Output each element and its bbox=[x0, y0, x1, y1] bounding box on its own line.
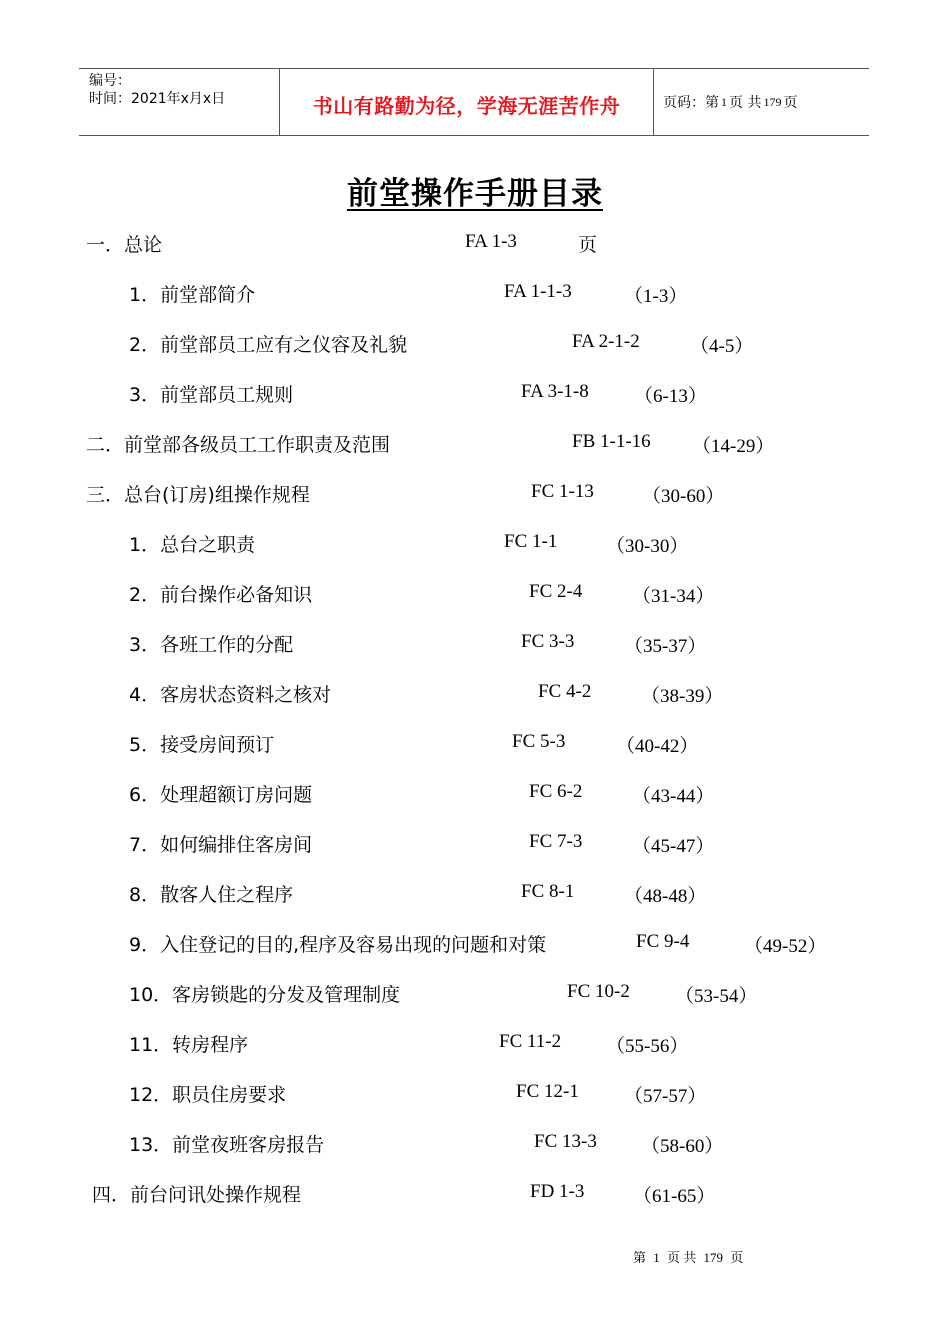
header-motto-cell bbox=[280, 69, 654, 135]
page-number: 1 bbox=[721, 94, 727, 109]
toc-entry-title: 三．总台(订房)组操作规程 bbox=[86, 484, 310, 506]
toc-entry-pages: （57-57） bbox=[624, 1086, 707, 1107]
toc-entry bbox=[0, 330, 950, 360]
toc-entry-code: FA 3-1-8 bbox=[521, 381, 589, 402]
toc-entry-code: FC 3-3 bbox=[521, 631, 575, 652]
toc-entry bbox=[0, 230, 950, 260]
footer-suffix: 页 bbox=[730, 1250, 744, 1265]
toc-entry bbox=[0, 480, 950, 510]
toc-entry bbox=[0, 1080, 950, 1110]
header-page-cell bbox=[654, 69, 869, 135]
toc-entry bbox=[0, 530, 950, 560]
toc-entry-title: 11．转房程序 bbox=[129, 1034, 249, 1056]
toc-entry-pages: 页 bbox=[578, 234, 598, 256]
toc-entry-pages: （31-34） bbox=[632, 586, 715, 607]
toc-entry-code: FC 8-1 bbox=[521, 881, 575, 902]
document-title-text: 前堂操作手册目录 bbox=[347, 176, 603, 212]
toc-entry-title: 一．总论 bbox=[86, 234, 163, 256]
toc-entry-title: 3．前堂部员工规则 bbox=[129, 384, 294, 406]
toc-entry bbox=[0, 980, 950, 1010]
toc-entry-title: 2．前堂部员工应有之仪容及礼貌 bbox=[129, 334, 408, 356]
toc-entry-pages: （40-42） bbox=[616, 736, 699, 757]
toc-entry-code: FC 4-2 bbox=[538, 681, 592, 702]
toc-entry-title: 5．接受房间预订 bbox=[129, 734, 275, 756]
toc-entry-code: FC 9-4 bbox=[636, 931, 690, 952]
toc-entry-pages: （30-30） bbox=[606, 536, 689, 557]
toc-entry-code: FA 1-1-3 bbox=[504, 281, 572, 302]
toc-entry-pages: （43-44） bbox=[632, 786, 715, 807]
toc-entry bbox=[0, 830, 950, 860]
toc-entry-code: FC 2-4 bbox=[529, 581, 583, 602]
toc-entry-pages: （58-60） bbox=[641, 1136, 724, 1157]
toc-entry bbox=[0, 1030, 950, 1060]
toc-entry bbox=[0, 630, 950, 660]
toc-entry-title: 1．总台之职责 bbox=[129, 534, 256, 556]
toc-entry-pages: （53-54） bbox=[675, 986, 758, 1007]
toc-entry-code: FC 7-3 bbox=[529, 831, 583, 852]
toc-entry-title: 13．前堂夜班客房报告 bbox=[129, 1134, 325, 1156]
toc-entry-code: FC 13-3 bbox=[534, 1131, 597, 1152]
toc-entry bbox=[0, 430, 950, 460]
page-mid: 页 共 bbox=[729, 95, 762, 111]
footer-page-number: 1 bbox=[653, 1250, 660, 1265]
toc-entry-pages: （1-3） bbox=[624, 286, 688, 307]
toc-entry-code: FC 12-1 bbox=[516, 1081, 579, 1102]
toc-entry-pages: （38-39） bbox=[641, 686, 724, 707]
header-table bbox=[79, 68, 869, 136]
toc-entry bbox=[0, 380, 950, 410]
document-title bbox=[0, 168, 950, 213]
toc-entry-title: 8．散客人住之程序 bbox=[129, 884, 294, 906]
toc-entry-title: 7．如何编排住客房间 bbox=[129, 834, 313, 856]
toc-entry bbox=[0, 730, 950, 760]
toc-entry-code: FC 11-2 bbox=[499, 1031, 562, 1052]
page-total: 179 bbox=[763, 94, 782, 109]
header-meta-cell bbox=[79, 69, 280, 135]
toc-entry bbox=[0, 1180, 950, 1210]
toc-entry-title: 6．处理超额订房问题 bbox=[129, 784, 313, 806]
toc-entry bbox=[0, 930, 950, 960]
toc-entry-title: 10．客房锁匙的分发及管理制度 bbox=[129, 984, 401, 1006]
toc-entry-title: 1．前堂部简介 bbox=[129, 284, 256, 306]
toc-entry-title: 二．前堂部各级员工工作职责及范围 bbox=[86, 434, 391, 456]
toc-entry-code: FC 6-2 bbox=[529, 781, 583, 802]
footer-prefix: 第 bbox=[633, 1250, 647, 1265]
toc-entry bbox=[0, 280, 950, 310]
toc-entry-pages: （49-52） bbox=[744, 936, 827, 957]
number-label: 编号： bbox=[89, 73, 131, 89]
toc-entry bbox=[0, 1130, 950, 1160]
toc-entry-code: FA 1-3 bbox=[465, 231, 517, 252]
toc-entry-pages: （61-65） bbox=[633, 1186, 716, 1207]
toc-entry-title: 4．客房状态资料之核对 bbox=[129, 684, 332, 706]
toc-entry-code: FA 2-1-2 bbox=[572, 331, 640, 352]
toc-entry-title: 9．入住登记的目的,程序及容易出现的问题和对策 bbox=[129, 934, 547, 956]
date-label: 时间：2021年x月x日 bbox=[89, 91, 226, 107]
toc-entry-pages: （4-5） bbox=[690, 336, 754, 357]
toc-entry-title: 3．各班工作的分配 bbox=[129, 634, 294, 656]
page-footer bbox=[633, 1247, 747, 1266]
footer-page-total: 179 bbox=[703, 1250, 724, 1265]
toc-entry-pages: （6-13） bbox=[634, 386, 707, 407]
toc-entry-pages: （14-29） bbox=[692, 436, 775, 457]
toc-entry-code: FC 10-2 bbox=[567, 981, 630, 1002]
toc-entry-code: FB 1-1-16 bbox=[572, 431, 651, 452]
toc-entry-pages: （30-60） bbox=[642, 486, 725, 507]
toc-entry bbox=[0, 780, 950, 810]
toc-entry-code: FD 1-3 bbox=[530, 1181, 585, 1202]
page-suffix: 页 bbox=[783, 95, 798, 111]
toc-entry-code: FC 1-13 bbox=[531, 481, 594, 502]
toc-entry bbox=[0, 680, 950, 710]
toc-entry-title: 四．前台问讯处操作规程 bbox=[92, 1184, 302, 1206]
page-prefix: 页码：第 bbox=[663, 95, 719, 111]
toc-entry-code: FC 5-3 bbox=[512, 731, 566, 752]
toc-entry-title: 2．前台操作必备知识 bbox=[129, 584, 313, 606]
toc-entry-pages: （55-56） bbox=[606, 1036, 689, 1057]
toc-entry-title: 12．职员住房要求 bbox=[129, 1084, 287, 1106]
toc-entry-pages: （45-47） bbox=[632, 836, 715, 857]
motto-text: 书山有路勤为径，学海无涯苦作舟 bbox=[312, 93, 621, 118]
toc-entry bbox=[0, 580, 950, 610]
toc-entry-code: FC 1-1 bbox=[504, 531, 558, 552]
toc-entry-pages: （35-37） bbox=[624, 636, 707, 657]
footer-mid: 页 共 bbox=[667, 1250, 697, 1265]
toc-entry bbox=[0, 880, 950, 910]
toc-entry-pages: （48-48） bbox=[624, 886, 707, 907]
